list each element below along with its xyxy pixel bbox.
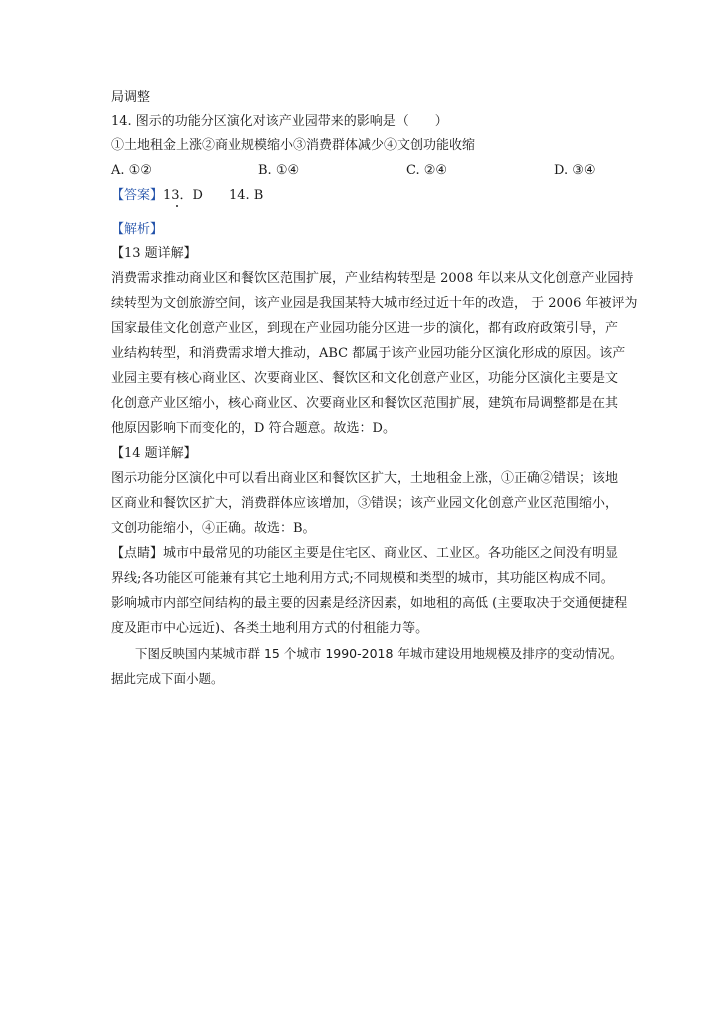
q13-line: 业结构转型，和消费需求增大推动，ABC 都属于该产业园功能分区演化形成的原因。该产 xyxy=(111,346,626,361)
point-line xyxy=(111,546,618,562)
option-d: D. ③④ xyxy=(554,163,596,178)
question-14-items: ①土地租金上涨②商业规模缩小③消费群体减少④文创功能收缩 xyxy=(111,138,476,153)
q13-line: 消费需求推动商业区和餐饮区范围扩展，产业结构转型是 2008 年以来从文化创意产业园持 xyxy=(111,271,634,286)
q13-line: 他原因影响下而变化的，D 符合题意。故选：D。 xyxy=(111,421,396,436)
q14-line: 图示功能分区演化中可以看出商业区和餐饮区扩大，土地租金上涨，①正确②错误；该地 xyxy=(111,471,619,486)
q13-line: 业园主要有核心商业区、次要商业区、餐饮区和文化创意产业区，功能分区演化主要是文 xyxy=(111,371,619,386)
q13-heading: 【13 题详解】 xyxy=(111,246,197,261)
q13-line: 化创意产业区缩小，核心商业区、次要商业区和餐饮区范围扩展，建筑布局调整都是在其 xyxy=(111,396,619,411)
q13-line: 国家最佳文化创意产业区，到现在产业园功能分区进一步的演化，都有政府政策引导，产 xyxy=(111,321,619,336)
q14-heading: 【14 题详解】 xyxy=(111,446,197,461)
next-intro-line: 据此完成下面小题。 xyxy=(111,671,224,686)
answer-line xyxy=(111,188,263,204)
point-line: 度及距市中心远近)、各类土地利用方式的付租能力等。 xyxy=(111,621,429,636)
point-tag: 【点睛】 xyxy=(111,546,164,561)
text-line-top: 局调整 xyxy=(111,90,151,105)
option-c: C. ②④ xyxy=(406,163,448,178)
q14-line: 区商业和餐饮区扩大，消费群体应该增加，③错误；该产业园文化创意产业区范围缩小， xyxy=(111,496,619,511)
point-first: 城市中最常见的功能区主要是住宅区、商业区、工业区。各功能区之间没有明显 xyxy=(163,546,619,561)
answer-text: 13．D 14. B xyxy=(163,188,264,203)
answer-tag: 【答案】 xyxy=(111,188,164,203)
q13-line: 续转型为文创旅游空间，该产业园是我国某特大城市经过近十年的改造， 于 2006 年被评为 xyxy=(111,296,638,311)
stray-dot xyxy=(176,205,178,207)
point-line: 影响城市内部空间结构的最主要的因素是经济因素，如地租的高低 (主要取决于交通便捷程 xyxy=(111,596,628,611)
analysis-tag: 【解析】 xyxy=(111,222,164,237)
question-14-stem: 14. 图示的功能分区演化对该产业园带来的影响是（ ） xyxy=(111,114,448,129)
option-a: A. ①② xyxy=(111,163,152,178)
next-intro-line: 下图反映国内某城市群 15 个城市 1990-2018 年城市建设用地规模及排序的变动情况。 xyxy=(135,646,623,661)
option-b: B. ①④ xyxy=(258,163,300,178)
q14-line: 文创功能缩小，④正确。故选：B。 xyxy=(111,521,316,536)
point-line: 界线;各功能区可能兼有其它土地利用方式;不同规模和类型的城市，其功能区构成不同。 xyxy=(111,571,614,586)
